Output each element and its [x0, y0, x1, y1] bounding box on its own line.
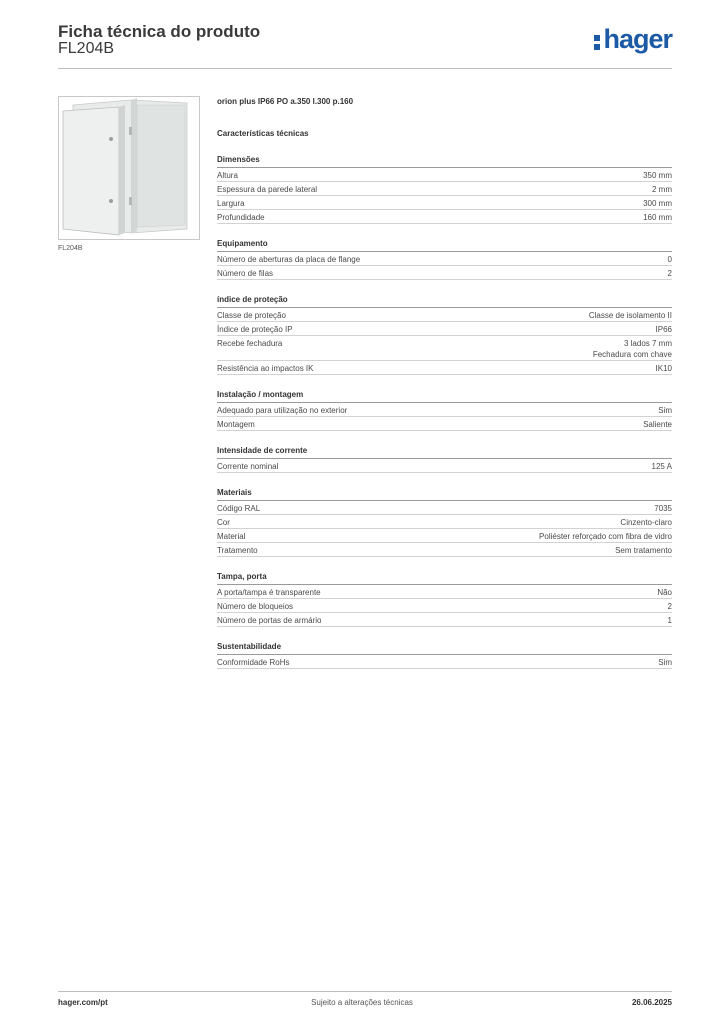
- spec-row: [217, 308, 672, 322]
- spec-group-title: Equipamento: [217, 238, 672, 252]
- spec-label: Conformidade RoHs: [217, 658, 290, 667]
- spec-group-title: Materiais: [217, 487, 672, 501]
- logo-text: hager: [603, 24, 672, 54]
- spec-value-line: Não: [657, 588, 672, 597]
- spec-value: [620, 517, 672, 528]
- spec-value: [593, 338, 672, 360]
- spec-value: [668, 601, 672, 612]
- spec-group: [217, 641, 672, 669]
- spec-group-title: Tampa, porta: [217, 571, 672, 585]
- spec-value: [657, 587, 672, 598]
- page-title: Ficha técnica do produto: [58, 22, 261, 41]
- spec-content: [217, 96, 672, 669]
- spec-group-title: Sustentabilidade: [217, 641, 672, 655]
- spec-label: Adequado para utilização no exterior: [217, 406, 348, 415]
- spec-value-line: Classe de isolamento II: [588, 311, 672, 320]
- spec-label: Espessura da parede lateral: [217, 185, 318, 194]
- spec-group-title: Intensidade de corrente: [217, 445, 672, 459]
- spec-row: [217, 403, 672, 417]
- spec-value-line: IK10: [655, 364, 672, 373]
- spec-value-line: Sim: [658, 406, 672, 415]
- spec-value-line: Poliéster reforçado com fibra de vidro: [539, 532, 672, 541]
- spec-value-line: 1: [667, 616, 672, 625]
- spec-label: Número de portas de armário: [217, 616, 322, 625]
- logo-dots-icon: [594, 26, 602, 52]
- spec-value-line: IP66: [655, 325, 672, 334]
- product-description: orion plus IP66 PO a.350 l.300 p.160: [217, 97, 354, 106]
- hager-logo: [594, 26, 672, 56]
- spec-value-line: Sem tratamento: [615, 546, 672, 555]
- spec-row: [217, 417, 672, 431]
- spec-row: [217, 182, 672, 196]
- spec-row: [217, 655, 672, 669]
- spec-group: [217, 294, 672, 375]
- image-caption: FL204B: [58, 245, 83, 252]
- spec-group: [217, 445, 672, 473]
- header-divider: [58, 68, 672, 69]
- spec-row: [217, 361, 672, 375]
- spec-row: [217, 459, 672, 473]
- spec-label: Recebe fechadura: [217, 339, 283, 348]
- spec-value-line: 2: [667, 269, 672, 278]
- spec-row: [217, 252, 672, 266]
- spec-groups: [217, 154, 672, 669]
- spec-value: [652, 461, 672, 472]
- spec-value-line: 160 mm: [643, 213, 672, 222]
- spec-value: [539, 531, 672, 542]
- spec-label: Cor: [217, 518, 230, 527]
- spec-group: [217, 238, 672, 280]
- spec-group: [217, 154, 672, 224]
- spec-value-line: Saliente: [643, 420, 672, 429]
- spec-label: Largura: [217, 199, 245, 208]
- spec-label: Material: [217, 532, 246, 541]
- spec-value: [643, 170, 672, 181]
- spec-row: [217, 529, 672, 543]
- spec-label: A porta/tampa é transparente: [217, 588, 321, 597]
- spec-label: Índice de proteção IP: [217, 325, 293, 334]
- spec-value-line: 3 lados 7 mm: [623, 339, 672, 348]
- spec-row: [217, 599, 672, 613]
- spec-value-line: 350 mm: [643, 171, 672, 180]
- spec-value: [656, 324, 672, 335]
- spec-label: Profundidade: [217, 213, 265, 222]
- spec-row: [217, 543, 672, 557]
- spec-value: [668, 254, 672, 265]
- spec-label: Tratamento: [217, 546, 258, 555]
- spec-value: [652, 184, 672, 195]
- footer-date: 26.06.2025: [631, 998, 672, 1007]
- spec-value-line: 125 A: [651, 462, 672, 471]
- spec-value: [658, 657, 672, 668]
- spec-label: Altura: [217, 171, 238, 180]
- spec-value: [656, 363, 672, 374]
- spec-label: Código RAL: [217, 504, 261, 513]
- product-code: FL204B: [58, 40, 115, 57]
- spec-value: [643, 198, 672, 209]
- spec-group: [217, 389, 672, 431]
- spec-label: Classe de proteção: [217, 311, 286, 320]
- spec-row: [217, 336, 672, 361]
- spec-label: Montagem: [217, 420, 255, 429]
- spec-group-title: Instalação / montagem: [217, 389, 672, 403]
- spec-group: [217, 487, 672, 557]
- spec-value-line: 7035: [654, 504, 672, 513]
- spec-value: [615, 545, 672, 556]
- spec-row: [217, 266, 672, 280]
- page-header: [58, 20, 672, 68]
- spec-row: [217, 501, 672, 515]
- spec-value-line: Sim: [658, 658, 672, 667]
- product-image: [58, 96, 200, 240]
- spec-row: [217, 210, 672, 224]
- spec-row: [217, 168, 672, 182]
- spec-label: Resistência ao impactos IK: [217, 364, 314, 373]
- spec-label: Número de bloqueios: [217, 602, 294, 611]
- spec-value: [654, 503, 672, 514]
- footer-divider: [58, 991, 672, 992]
- spec-value-line: 0: [667, 255, 672, 264]
- spec-label: Número de filas: [217, 269, 274, 278]
- spec-value-line: Fechadura com chave: [592, 350, 672, 359]
- spec-value: [668, 615, 672, 626]
- tech-heading: Características técnicas: [217, 129, 309, 138]
- spec-value: [658, 405, 672, 416]
- spec-group-title: índice de proteção: [217, 294, 672, 308]
- spec-row: [217, 613, 672, 627]
- spec-value-line: 300 mm: [643, 199, 672, 208]
- spec-label: Número de aberturas da placa de flange: [217, 255, 361, 264]
- spec-value-line: 2: [667, 602, 672, 611]
- enclosure-icon: [59, 97, 199, 239]
- footer-website: hager.com/pt: [58, 998, 108, 1007]
- spec-row: [217, 585, 672, 599]
- spec-value: [643, 419, 672, 430]
- spec-row: [217, 196, 672, 210]
- spec-row: [217, 515, 672, 529]
- spec-group-title: Dimensões: [217, 154, 672, 168]
- spec-label: Corrente nominal: [217, 462, 279, 471]
- spec-value-line: Cinzento-claro: [620, 518, 672, 527]
- spec-value: [589, 310, 672, 321]
- spec-value: [643, 212, 672, 223]
- spec-value-line: 2 mm: [652, 185, 672, 194]
- spec-value: [668, 268, 672, 279]
- spec-group: [217, 571, 672, 627]
- spec-row: [217, 322, 672, 336]
- footer-notice: Sujeito a alterações técnicas: [311, 998, 413, 1007]
